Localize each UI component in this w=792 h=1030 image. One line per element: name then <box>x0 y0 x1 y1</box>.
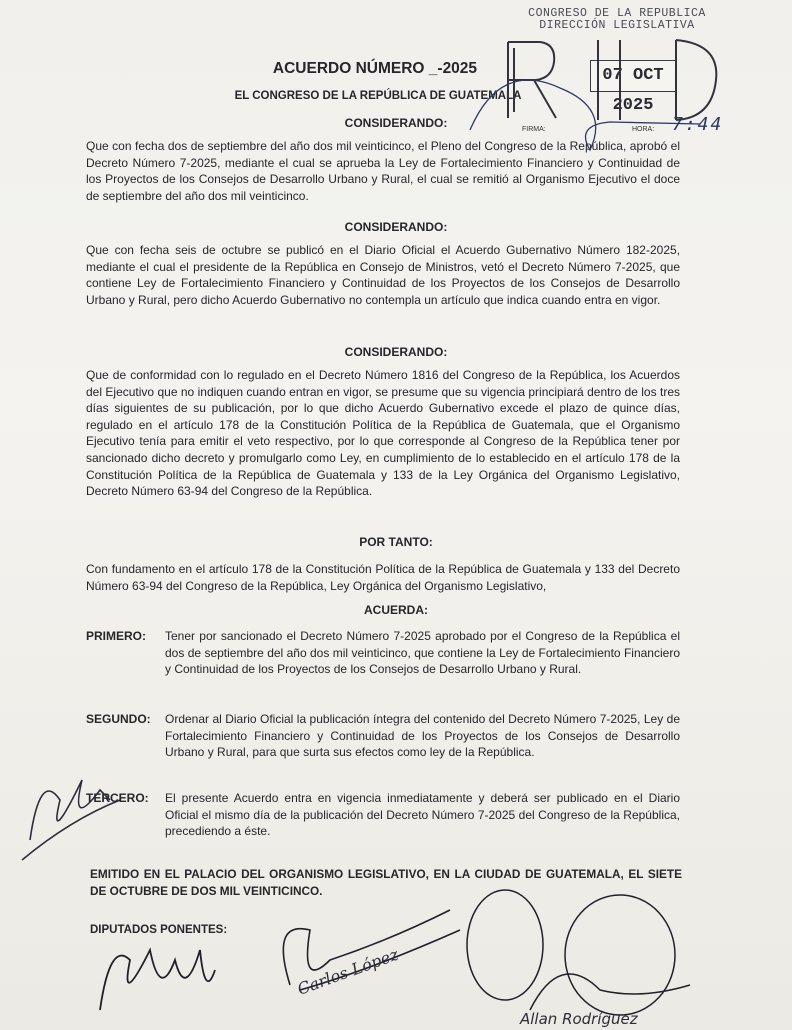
article-text: El presente Acuerdo entra en vigencia inmediatamente y deberá ser publicado en el Diario Oficial el mismo día de la publicación del Decreto Número 7-2025 del Congreso de la República, precediendo a éste. <box>165 791 680 839</box>
diputados-label: DIPUTADOS PONENTES: <box>90 924 228 936</box>
considerando-3-heading: CONSIDERANDO: <box>344 345 448 359</box>
stamp-line-2: DIRECCIÓN LEGISLATIVA <box>539 19 695 32</box>
article-label: TERCERO: <box>86 791 149 805</box>
article-label: PRIMERO: <box>86 629 146 643</box>
document-subtitle: EL CONGRESO DE LA REPÚBLICA DE GUATEMALA <box>234 90 522 102</box>
signature-2 <box>283 910 460 990</box>
considerando-2-text: Que con fecha seis de octubre se publicó en el Diario Oficial el Acuerdo Gubernativo Número 182-2025, mediante el cual el presidente de la República en Consejo de Ministros, vetó el Decreto Número 7-2025, que contiene Ley de Fortalecimiento Financiero y Continuidad de los Proyectos de los Consejos de Desarrollo Urbano y Rural, pero dicho Acuerdo Gubernativo no contempla un artículo que indica cuando entra en vigor. <box>86 243 680 307</box>
signature-2-name: Carlos López <box>294 944 401 999</box>
article-label: SEGUNDO: <box>86 712 151 726</box>
acuerda-heading: ACUERDA: <box>364 603 428 617</box>
emitido-statement: EMITIDO EN EL PALACIO DEL ORGANISMO LEGISLATIVO, EN LA CIUDAD DE GUATEMALA, EL SIETE DE OCTUBRE DE DOS MIL VEINTICINCO. <box>90 867 682 898</box>
stamp-hora-value: 7:44 <box>672 114 724 135</box>
por-tanto-heading: POR TANTO: <box>359 535 433 549</box>
signature-3-name: Allan Rodríguez <box>520 1010 638 1028</box>
por-tanto-text: Con fundamento en el artículo 178 de la Constitución Política de la República de Guatemala y 133 del Decreto Número 63-94 del Congreso de la República, Ley Orgánica del Organismo Legislativo, <box>86 562 680 593</box>
signature-3 <box>467 890 690 1015</box>
considerando-1-heading: CONSIDERANDO: <box>344 116 448 130</box>
document-title: ACUERDO NÚMERO _-2025 <box>272 60 478 77</box>
considerando-1-text: Que con fecha dos de septiembre del año dos mil veinticinco, el Pleno del Congreso de la República, aprobó el Decreto Número 7-2025, mediante el cual se aprueba la Ley de Fortalecimiento Financiero y Continuidad de los Proyectos de los Consejos de Desarrollo Urbano y Rural, el cual se remitió al Organismo Ejecutivo el doce de septiembre del año dos mil veinticinco. <box>86 139 680 203</box>
signature-1 <box>100 950 215 1010</box>
stamp-date: 07 OCT 2025 <box>590 60 676 92</box>
considerando-3-text: Que de conformidad con lo regulado en el Decreto Número 1816 del Congreso de la República, los Acuerdos del Ejecutivo que no indiquen cuando entran en vigor, se presume que su vigencia principiará dentro de los tres días siguientes de su publicación, por lo que dicho Acuerdo Gubernativo excede el plazo de quince días, regulado en el artículo 178 de la Constitución Política de la República de Guatemala, que el Organismo Ejecutivo tenía para emitir el veto respectivo, por lo que corresponde al Congreso de la República tener por sancionado dicho decreto y promulgarlo como Ley, en cumplimiento de lo establecido en el artículo 178 de la Constitución Política de la República de Guatemala y 133 de la Ley Orgánica del Organismo Legislativo, Decreto Número 63-94 del Congreso de la República. <box>86 368 680 499</box>
article-text: Ordenar al Diario Oficial la publicación íntegra del contenido del Decreto Número 7-2025, Ley de Fortalecimiento Financiero y Continuidad de los Proyectos de los Consejos de Desarrollo Urbano y Rural, para que surta sus efectos como ley de la República. <box>165 712 680 760</box>
stamp-firma-label: FIRMA: <box>522 126 546 133</box>
article-text: Tener por sancionado el Decreto Número 7-2025 aprobado por el Congreso de la República el dos de septiembre del año dos mil veinticinco, que contiene la Ley de Fortalecimiento Financiero y Continuidad de los Proyectos de los Consejos de Desarrollo Urbano y Rural. <box>165 629 680 677</box>
stamp-hora-label: HORA: <box>632 126 655 133</box>
received-stamp <box>512 7 724 135</box>
stamp-line-1: CONGRESO DE LA REPUBLICA <box>528 7 706 20</box>
considerando-2-heading: CONSIDERANDO: <box>344 220 448 234</box>
